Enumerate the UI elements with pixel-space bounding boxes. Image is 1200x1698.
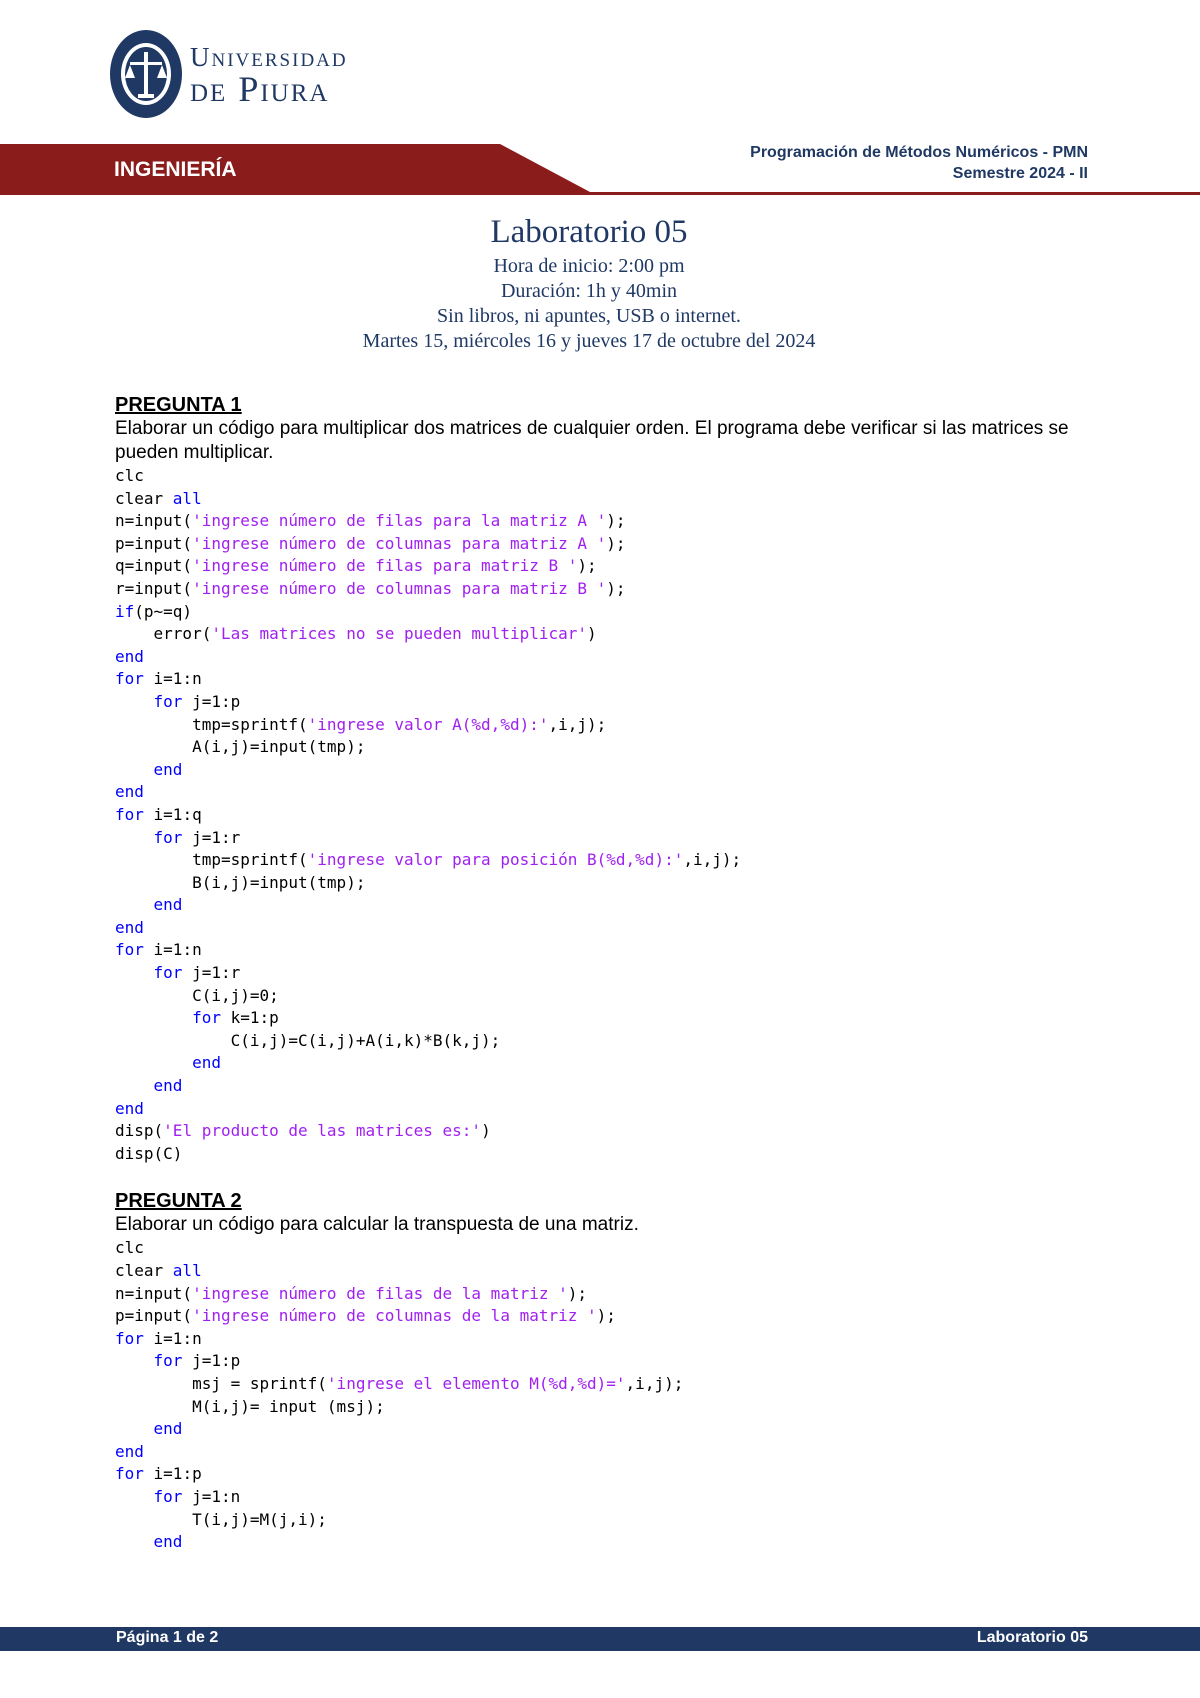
code-line: end xyxy=(153,895,183,915)
university-logo xyxy=(108,28,368,124)
code-line: n=input('ingrese número de filas de la matriz '); xyxy=(115,1283,588,1303)
question-1-description: Elaborar un código para multiplicar dos matrices de cualquier orden. El programa debe verificar si las matrices se pueden multiplicar. xyxy=(115,418,1069,463)
code-line: A(i,j)=input(tmp); xyxy=(115,737,366,757)
code-line: end xyxy=(115,1441,144,1461)
code-line: end xyxy=(153,1532,183,1552)
code-line: end xyxy=(115,782,144,802)
code-line: T(i,j)=M(j,i); xyxy=(115,1509,327,1529)
code-line: for i=1:q xyxy=(115,804,202,824)
questions xyxy=(115,393,1095,1554)
code-line: for i=1:n xyxy=(115,1328,202,1348)
code-line: for i=1:n xyxy=(115,669,202,689)
university-seal-icon xyxy=(108,28,184,120)
start-time: Hora de inicio: 2:00 pm xyxy=(493,255,685,277)
code-line: for j=1:n xyxy=(153,1486,241,1506)
code-line: r=input('ingrese número de columnas para matriz B '); xyxy=(115,578,626,598)
code-line: B(i,j)=input(tmp); xyxy=(115,872,366,892)
code-line: for i=1:p xyxy=(115,1464,202,1484)
code-line: p=input('ingrese número de columnas de la matriz '); xyxy=(115,1306,616,1326)
code-line: end xyxy=(153,759,183,779)
code-line: disp(C) xyxy=(115,1143,183,1163)
page-title: Laboratorio 05 xyxy=(490,214,688,250)
question-1-title: PREGUNTA 1 xyxy=(115,394,242,416)
semester-label: Semestre 2024 - II xyxy=(952,165,1088,182)
code-line: for j=1:r xyxy=(153,827,241,847)
code-line: n=input('ingrese número de filas para la matriz A '); xyxy=(115,511,626,531)
code-line: disp('El producto de las matrices es:') xyxy=(115,1121,491,1141)
course-title: Programación de Métodos Numéricos - PMN xyxy=(750,144,1088,161)
code-line: if(p~=q) xyxy=(115,601,193,621)
code-line: end xyxy=(115,917,144,937)
code-line: end xyxy=(153,1419,183,1439)
code-line: end xyxy=(192,1053,221,1073)
code-line: end xyxy=(115,646,144,666)
code-line: M(i,j)= input (msj); xyxy=(115,1396,385,1416)
code-line: clear all xyxy=(115,1261,202,1280)
code-line: C(i,j)=0; xyxy=(115,985,279,1005)
question-2-title: PREGUNTA 2 xyxy=(115,1190,242,1213)
code-line: C(i,j)=C(i,j)+A(i,k)*B(k,j); xyxy=(115,1030,501,1050)
logo-wordmark-line1: Universidad xyxy=(190,42,348,72)
lab-header xyxy=(0,212,1178,354)
code-line: clear all xyxy=(115,488,202,508)
code-line: for j=1:p xyxy=(153,691,241,711)
code-line: tmp=sprintf('ingrese valor para posición B(%d,%d):',i,j); xyxy=(115,850,742,870)
code-line: clc xyxy=(115,1238,144,1258)
code-line: p=input('ingrese número de columnas para matriz A '); xyxy=(115,533,626,553)
question-2-code xyxy=(115,1237,1095,1553)
duration: Duración: 1h y 40min xyxy=(500,280,678,302)
code-line: end xyxy=(153,1076,183,1096)
code-line: for j=1:p xyxy=(153,1351,241,1371)
exam-rules: Sin libros, ni apuntes, USB o internet. xyxy=(437,305,741,327)
page-number: Página 1 de 2 xyxy=(116,1629,219,1646)
footer-label: Laboratorio 05 xyxy=(976,1629,1088,1646)
page-footer xyxy=(0,1627,1200,1651)
code-line: error('Las matrices no se pueden multiplicar') xyxy=(115,624,597,644)
code-line: msj = sprintf('ingrese el elemento M(%d,%d)=',i,j); xyxy=(115,1373,684,1393)
faculty-label: INGENIERÍA xyxy=(114,158,237,181)
code-line: for k=1:p xyxy=(192,1008,279,1028)
code-line: clc xyxy=(115,466,144,485)
question-2-description: Elaborar un código para calcular la transpuesta de una matriz. xyxy=(115,1214,639,1236)
code-line: for j=1:r xyxy=(153,963,241,983)
code-line: end xyxy=(115,1098,144,1118)
logo-wordmark-line2: de Piura xyxy=(190,69,330,109)
code-line: for i=1:n xyxy=(115,940,202,960)
course-info xyxy=(750,142,1088,184)
question-1-code xyxy=(115,465,1095,1165)
exam-dates: Martes 15, miércoles 16 y jueves 17 de octubre del 2024 xyxy=(362,330,816,352)
code-line: tmp=sprintf('ingrese valor A(%d,%d):',i,j); xyxy=(115,714,607,734)
code-line: q=input('ingrese número de filas para matriz B '); xyxy=(115,556,597,576)
